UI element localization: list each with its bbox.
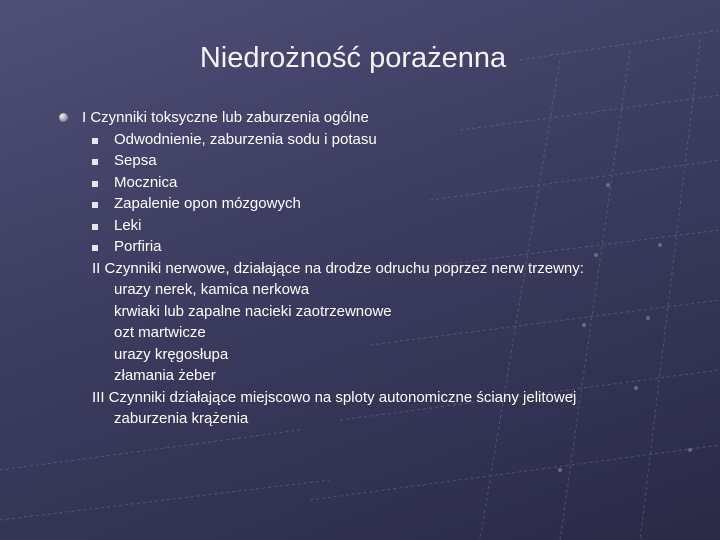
square-bullet-icon	[92, 202, 98, 208]
square-bullet-icon	[92, 159, 98, 165]
main-bullet-item	[58, 107, 698, 129]
list-item-text: Zapalenie opon mózgowych	[114, 195, 301, 212]
section-heading: II Czynniki nerwowe, działające na drodze odruchu poprzez nerw trzewny:	[92, 259, 584, 277]
list-item	[58, 193, 698, 215]
list-item	[58, 236, 698, 258]
list-item: zaburzenia krążenia	[114, 410, 249, 427]
list-item: urazy nerek, kamica nerkowa	[114, 281, 310, 298]
square-bullet-icon	[92, 138, 98, 144]
list-item-text: Leki	[114, 216, 142, 234]
list-item-text: Odwodnienie, zaburzenia sodu i potasu	[114, 130, 377, 148]
list-item	[58, 150, 698, 172]
section-heading: III Czynniki działające miejscowo na sploty autonomiczne ściany jelitowej	[92, 388, 577, 406]
list-item	[58, 129, 698, 151]
list-item-text: Sepsa	[114, 152, 157, 169]
slide-title: Niedrożność porażenna	[199, 42, 507, 74]
list-item: ozt martwicze	[114, 324, 206, 341]
list-item-text: Mocznica	[114, 173, 178, 191]
slide-content	[58, 107, 698, 430]
square-bullet-icon	[92, 224, 98, 230]
list-item	[58, 172, 698, 194]
list-item	[58, 215, 698, 237]
list-item-text: Porfiria	[114, 238, 162, 255]
main-item-text: I Czynniki toksyczne lub zaburzenia ogólne	[82, 109, 369, 126]
round-bullet-icon	[59, 113, 68, 122]
list-item: krwiaki lub zapalne nacieki zaotrzewnowe	[114, 302, 392, 320]
list-item: urazy kręgosłupa	[114, 345, 229, 363]
list-item: złamania żeber	[114, 367, 216, 384]
square-bullet-icon	[92, 245, 98, 251]
square-bullet-icon	[92, 181, 98, 187]
